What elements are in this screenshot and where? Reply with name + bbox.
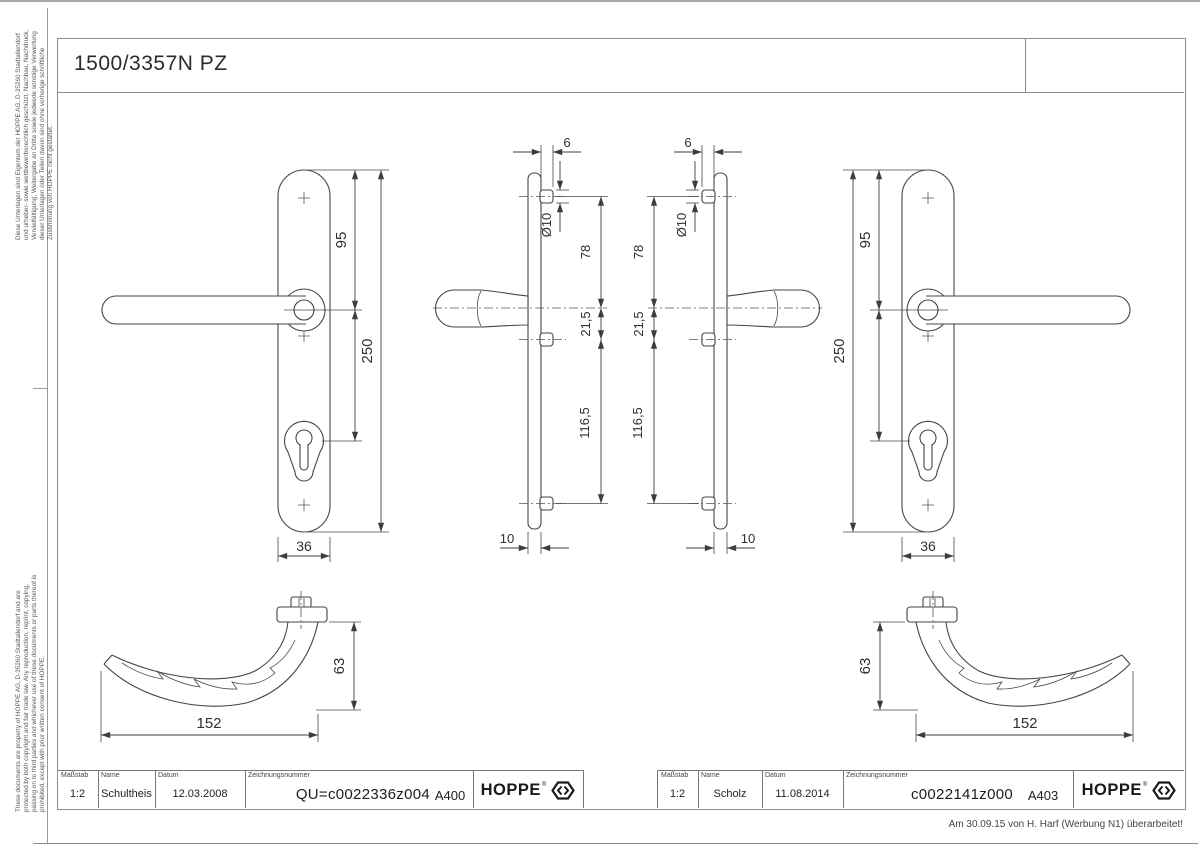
- date-label-left: Datum: [158, 772, 179, 779]
- hoppe-hexagon-icon: [1152, 780, 1176, 801]
- dim-label-1165-left: 116,5: [577, 407, 592, 439]
- name-value-left: Schultheis: [101, 788, 152, 800]
- dim-label-36-left: 36: [296, 538, 312, 554]
- scale-value-right: 1:2: [669, 788, 686, 800]
- dim-label-250-right: 250: [831, 338, 848, 364]
- revision-note: Am 30.09.15 von H. Harf (Werbung N1) überarbeitet!: [948, 819, 1183, 830]
- drawing-number-right: c0022141z000: [910, 786, 1013, 803]
- lever-profile-right: [727, 290, 820, 327]
- hoppe-hexagon-icon: [551, 780, 575, 801]
- margin-disclaimer-german: Diese Unterlagen sind Eigentum der HOPPE AG, D-35260 Stadtallendorf und urheber- sowie wettbewerbsrechtlich geschützt. Nachbau, Nachdruck, Vervielfältigung, Weitergabe an Dritte sowie jedwede sonstige Verwertung dieser Unterlagen oder Teilen davon sind ohne vorherige schriftliche Zustimmung von HOPPE nicht gestattet.: [15, 29, 54, 240]
- dim-label-95-right: 95: [857, 231, 874, 249]
- dim-label-6-left: 6: [563, 135, 571, 150]
- name-label-right: Name: [701, 772, 720, 779]
- drawing-number-label-left: Zeichnungsnummer: [248, 772, 310, 779]
- grip-top-view-left: [101, 591, 361, 742]
- date-label-right: Datum: [765, 772, 786, 779]
- drawing-number-label-right: Zeichnungsnummer: [846, 772, 908, 779]
- dim-label-63-right: 63: [857, 657, 874, 675]
- lever-bar-left: [102, 296, 306, 324]
- grip-scallops-right: [939, 640, 1112, 689]
- revision-index-right: A403: [1027, 788, 1059, 803]
- name-label-left: Name: [101, 772, 120, 779]
- grip-top-view-right: [857, 591, 1133, 742]
- registered-mark: ®: [1142, 782, 1148, 788]
- scale-value-left: 1:2: [69, 788, 86, 800]
- margin-disclaimer-english: These documents are property of HOPPE AG, D-35260 Stadtallendorf and are protected by both copyright and fair trade law. Any reproduction, reprint, copying, passing on to third parties and whichever use of these documents or parts thereof is prohibited, except with prior written consent of HOPPE.: [15, 574, 46, 812]
- dim-label-10-left: 10: [499, 531, 515, 546]
- side-view-left: [433, 135, 608, 554]
- dim-label-152-left: 152: [196, 715, 222, 732]
- dim-label-78-right: 78: [631, 244, 646, 260]
- tb-left-div3: [245, 770, 246, 808]
- revision-index-left: A400: [434, 788, 466, 803]
- lever-profile-left: [436, 290, 529, 327]
- dim-label-78-left: 78: [578, 244, 593, 260]
- dim-label-36-right: 36: [920, 538, 936, 554]
- tb-right-div3: [843, 770, 844, 808]
- page-title: 1500/3357N PZ: [74, 52, 228, 75]
- name-value-right: Scholz: [713, 788, 747, 800]
- side-view-right: [630, 135, 822, 554]
- hoppe-logo-right: [1073, 774, 1185, 806]
- lever-bar-right: [926, 296, 1130, 324]
- dim-label-1165-right: 116,5: [630, 407, 645, 439]
- hoppe-wordmark: HOPPE: [480, 780, 541, 799]
- hoppe-wordmark: HOPPE: [1081, 780, 1142, 799]
- front-view-right: [831, 170, 1130, 562]
- tb-left-div5: [583, 770, 584, 808]
- dim-label-152-right: 152: [1012, 715, 1038, 732]
- dim-label-215-left: 21,5: [578, 311, 593, 337]
- front-view-left: [102, 170, 389, 562]
- dim-label-63-left: 63: [331, 657, 348, 675]
- grip-scallops-left: [122, 640, 295, 689]
- date-value-right: 11.08.2014: [775, 788, 830, 800]
- scale-label-right: Maßstab: [661, 772, 689, 779]
- dim-label-6-right: 6: [684, 135, 692, 150]
- scale-label-left: Maßstab: [61, 772, 89, 779]
- title-block-right-top: [657, 770, 1184, 771]
- registered-mark: ®: [541, 782, 547, 788]
- title-block-left-top: [58, 770, 583, 771]
- dim-label-215-right: 21,5: [631, 311, 646, 337]
- dim-label-250-left: 250: [359, 338, 376, 364]
- dim-label-d10-right: Ø10: [674, 212, 689, 238]
- hoppe-logo-left: [473, 774, 583, 806]
- date-value-left: 12.03.2008: [172, 788, 228, 800]
- dim-label-95-left: 95: [333, 231, 350, 249]
- dim-label-10-right: 10: [740, 531, 756, 546]
- drawing-number-left: QU=c0022336z004: [295, 786, 430, 803]
- dim-label-d10-left: Ø10: [539, 212, 554, 238]
